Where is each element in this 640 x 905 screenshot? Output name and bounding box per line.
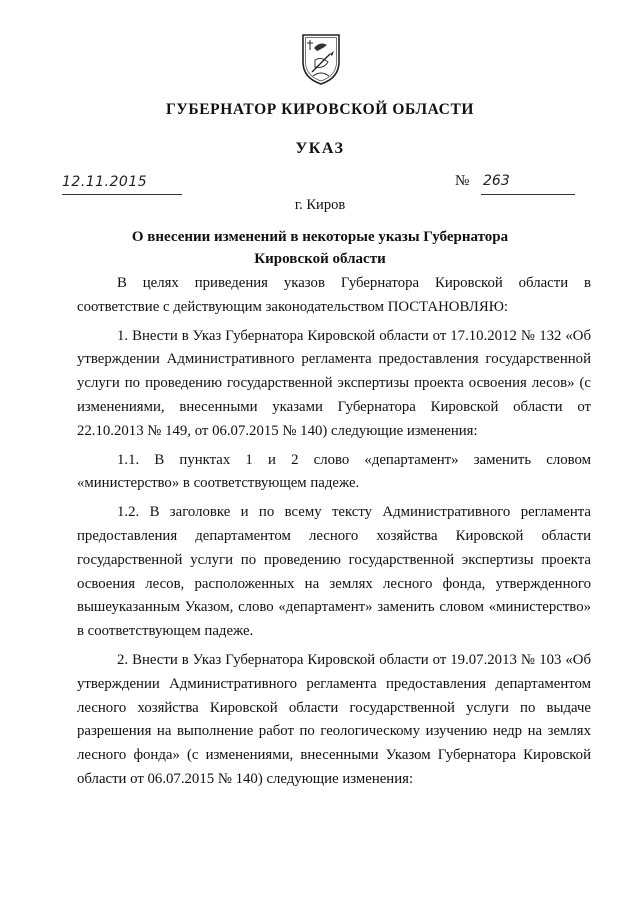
title-line: О внесении изменений в некоторые указы Губернатора xyxy=(131,229,509,245)
clause-1-paragraph: 1. Внести в Указ Губернатора Кировской области от 17.10.2012 № 132 «Об утверждении Административного регламента предоставления государственной услуги по проведению государственной экспертизы проекта освоения лесов» (с изменениями, внесенными указами Губернатора Кировской области от 22.10.2013 № 149, от 06.07.2015 № 140) следующие изменения: xyxy=(77,327,591,439)
title-line: Кировской области xyxy=(254,251,386,267)
document-number: 263 xyxy=(483,173,510,189)
clause-1-1-paragraph: 1.1. В пунктах 1 и 2 слово «департамент» заменить словом «министерство» в соответствующем падеже. xyxy=(77,451,591,492)
document-type: УКАЗ xyxy=(295,140,345,157)
preamble-paragraph: В целях приведения указов Губернатора Кировской области в соответствие с действующим законодательством ПОСТАНОВЛЯЮ: xyxy=(77,275,591,315)
kirov-oblast-coat-of-arms-icon xyxy=(300,32,342,86)
document-date: 12.11.2015 xyxy=(62,174,148,190)
number-underline xyxy=(481,194,575,195)
clause-2-paragraph: 2. Внести в Указ Губернатора Кировской области от 19.07.2013 № 103 «Об утверждении Административного регламента предоставления департаментом лесного хозяйства Кировской области государственной услуги по выдаче разрешения на выполнение работ по геологическому изучению недр на землях лесного фонда» (с изменениями, внесенными Указом Губернатора Кировской области от 06.07.2015 № 140) следующие изменения: xyxy=(77,651,591,787)
document-date-field xyxy=(62,173,182,195)
clause-1-2-paragraph: 1.2. В заголовке и по всему тексту Административного регламента предоставления департаментом лесного хозяйства Кировской области государственной услуги по проведению государственной экспертизы проекта освоения лесов, расположенных на землях лесного фонда, утвержденного вышеуказанным Указом, слово «департамент» заменить словом «министерство» в соответствующем падеже. xyxy=(77,504,591,640)
document-title xyxy=(80,226,560,270)
issue-city: г. Киров xyxy=(294,197,346,213)
issuing-authority: ГУБЕРНАТОР КИРОВСКОЙ ОБЛАСТИ xyxy=(165,101,475,118)
document-number-field xyxy=(455,173,575,195)
number-label: № xyxy=(455,173,470,189)
document-body xyxy=(77,272,591,792)
date-underline xyxy=(62,194,182,195)
